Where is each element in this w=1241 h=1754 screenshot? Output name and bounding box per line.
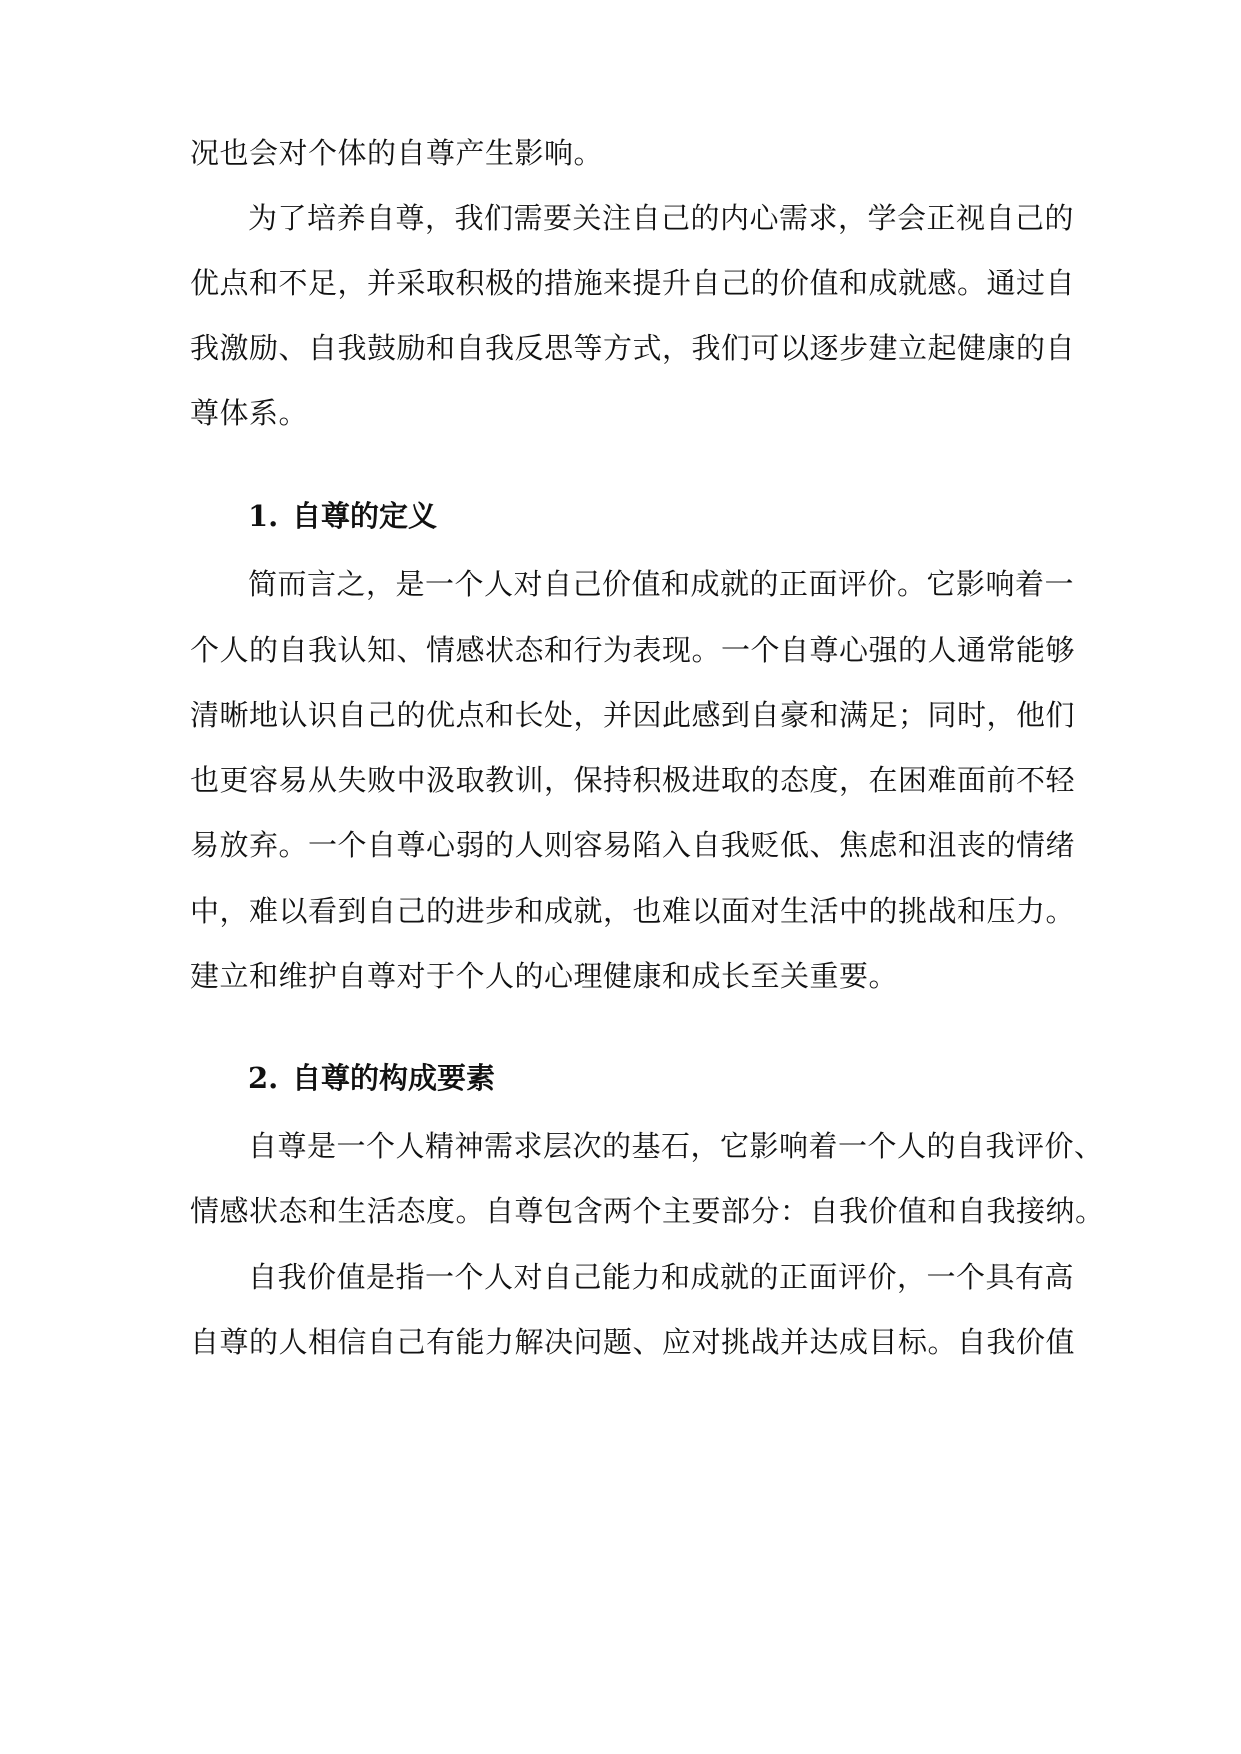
- paragraph-line: 优点和不足，并采取积极的措施来提升自己的价值和成就感。通过自: [190, 266, 1076, 300]
- section-title: 自尊的定义: [292, 499, 438, 533]
- section-number: 1.: [248, 499, 279, 533]
- section-number: 2.: [248, 1061, 279, 1095]
- paragraph-line: 自我价值是指一个人对自己能力和成就的正面评价，一个具有高: [248, 1260, 1075, 1294]
- paragraph-line: 中，难以看到自己的进步和成就，也难以面对生活中的挑战和压力。: [190, 894, 1076, 928]
- section-title: 自尊的构成要素: [292, 1061, 496, 1095]
- paragraph-line: 简而言之，是一个人对自己价值和成就的正面评价。它影响着一: [248, 567, 1075, 601]
- paragraph-line: 尊体系。: [190, 396, 309, 430]
- paragraph-line: 建立和维护自尊对于个人的心理健康和成长至关重要。: [190, 959, 899, 993]
- paragraph-line: 况也会对个体的自尊产生影响。: [190, 136, 604, 170]
- paragraph-line: 清晰地认识自己的优点和长处，并因此感到自豪和满足；同时，他们: [190, 698, 1076, 732]
- paragraph-line: 我激励、自我鼓励和自我反思等方式，我们可以逐步建立起健康的自: [190, 331, 1076, 365]
- paragraph-line: 也更容易从失败中汲取教训，保持积极进取的态度，在困难面前不轻: [190, 763, 1076, 797]
- paragraph-line: 个人的自我认知、情感状态和行为表现。一个自尊心强的人通常能够: [190, 633, 1076, 667]
- paragraph-line: 自尊的人相信自己有能力解决问题、应对挑战并达成目标。自我价值: [190, 1325, 1076, 1359]
- paragraph-line: 易放弃。一个自尊心弱的人则容易陷入自我贬低、焦虑和沮丧的情绪: [190, 828, 1076, 862]
- paragraph-line: 为了培养自尊，我们需要关注自己的内心需求，学会正视自己的: [248, 201, 1075, 235]
- paragraph-line: 自尊是一个人精神需求层次的基石，它影响着一个人的自我评价、: [248, 1129, 1104, 1163]
- section-heading: [248, 496, 437, 536]
- section-heading: [248, 1058, 495, 1098]
- paragraph-line: 情感状态和生活态度。自尊包含两个主要部分：自我价值和自我接纳。: [190, 1194, 1105, 1228]
